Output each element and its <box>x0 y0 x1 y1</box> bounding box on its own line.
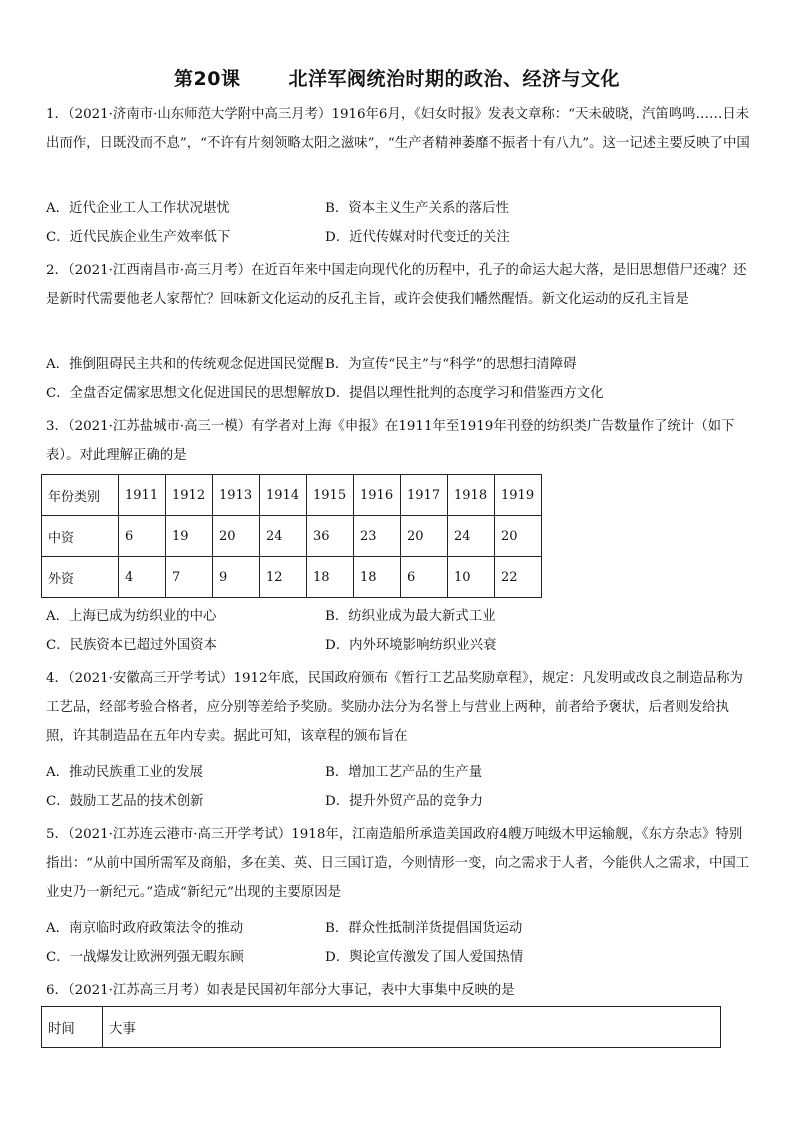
table-cell: 6 <box>119 516 166 557</box>
question-2-stem: 2．（2021·江西南昌市·高三月考）在近百年来中国走向现代化的历程中，孔子的命运大起大落，是旧思想借尸还魂？还是新时代需要他老人家帮忙？回味新文化运动的反孔主旨，或许会使我们幡然醒悟。新文化运动的反孔主旨是 <box>46 263 747 307</box>
option-b[interactable]: B．增加工艺产品的生产量 <box>325 765 483 780</box>
table-cell: 1912 <box>166 475 213 516</box>
page-title <box>0 64 794 91</box>
option-a[interactable]: A．推倒阻碍民主共和的传统观念促进国民觉醒 <box>46 357 324 372</box>
ad-count-table <box>41 474 542 598</box>
question-4-options <box>46 758 752 816</box>
table-cell: 20 <box>401 516 448 557</box>
question-3-stem: 3．（2021·江苏盐城市·高三一模）有学者对上海《申报》在1911年至1919年刊登的纺织类广告数量作了统计（如下表）。对此理解正确的是 <box>46 419 735 463</box>
option-a[interactable]: A．推动民族重工业的发展 <box>46 765 203 780</box>
option-c[interactable]: C．民族资本已超过外国资本 <box>46 638 217 653</box>
question-5-options <box>46 914 752 972</box>
table-cell: 中资 <box>42 516 119 557</box>
option-a[interactable]: A．近代企业工人工作状况堪忧 <box>46 201 230 216</box>
question-4-stem: 4．（2021·安徽高三开学考试）1912年底，民国政府颁布《暂行工艺品奖励章程》，规定：凡发明或改良之制造品称为工艺品，经部考验合格者，应分别等差给予奖励。奖励办法分为名誉上与营业上两种，前者给予褒状，后者则发给执照，许其制造品在五年内专卖。据此可知，该章程的颁布旨在 <box>46 671 743 744</box>
question-6-stem: 6．（2021·江苏高三月考）如表是民国初年部分大事记，表中大事集中反映的是 <box>46 983 515 998</box>
option-d[interactable]: D．舆论宣传激发了国人爱国热情 <box>325 950 524 965</box>
option-a[interactable]: A．南京临时政府政策法令的推动 <box>46 921 244 936</box>
lesson-topic: 北洋军阀统治时期的政治、经济与文化 <box>288 68 620 90</box>
question-2-options <box>46 350 752 408</box>
table-cell: 24 <box>260 516 307 557</box>
option-c[interactable]: C．一战爆发让欧洲列强无暇东顾 <box>46 950 244 965</box>
option-b[interactable]: B．群众性抵制洋货提倡国货运动 <box>325 921 523 936</box>
table-cell: 1915 <box>307 475 354 516</box>
table-cell: 1913 <box>213 475 260 516</box>
option-d[interactable]: D．提升外贸产品的竞争力 <box>325 794 484 809</box>
question-1-options <box>46 194 752 252</box>
table-cell: 6 <box>401 557 448 598</box>
table-cell: 1911 <box>119 475 166 516</box>
option-a[interactable]: A．上海已成为纺织业的中心 <box>46 609 217 624</box>
table-cell: 外资 <box>42 557 119 598</box>
option-c[interactable]: C．近代民族企业生产效率低下 <box>46 230 231 245</box>
table-cell: 年份类别 <box>42 475 119 516</box>
option-d[interactable]: D．近代传媒对时代变迁的关注 <box>325 230 510 245</box>
table-cell: 10 <box>448 557 495 598</box>
option-b[interactable]: B．纺织业成为最大新式工业 <box>325 609 496 624</box>
option-d[interactable]: D．内外环境影响纺织业兴衰 <box>325 638 497 653</box>
events-table <box>41 1006 721 1048</box>
table-row <box>42 557 542 598</box>
table-cell: 1914 <box>260 475 307 516</box>
question-3-options <box>46 602 752 660</box>
lesson-number: 第20课 <box>174 68 241 90</box>
table-cell: 23 <box>354 516 401 557</box>
table-cell: 1917 <box>401 475 448 516</box>
table-cell: 大事 <box>103 1007 721 1048</box>
table-cell: 时间 <box>42 1007 103 1048</box>
option-d[interactable]: D．提倡以理性批判的态度学习和借鉴西方文化 <box>325 386 604 401</box>
table-cell: 20 <box>213 516 260 557</box>
table-header-row <box>42 1007 721 1048</box>
table-cell: 20 <box>495 516 542 557</box>
table-cell: 1919 <box>495 475 542 516</box>
table-row <box>42 516 542 557</box>
table-cell: 12 <box>260 557 307 598</box>
table-cell: 36 <box>307 516 354 557</box>
option-b[interactable]: B．为宣传“民主”与“科学”的思想扫清障碍 <box>325 357 577 372</box>
table-cell: 24 <box>448 516 495 557</box>
option-b[interactable]: B．资本主义生产关系的落后性 <box>325 201 509 216</box>
table-cell: 19 <box>166 516 213 557</box>
option-c[interactable]: C．全盘否定儒家思想文化促进国民的思想解放 <box>46 386 325 401</box>
table-cell: 1918 <box>448 475 495 516</box>
table-cell: 7 <box>166 557 213 598</box>
option-c[interactable]: C．鼓励工艺品的技术创新 <box>46 794 204 809</box>
table-header-row <box>42 475 542 516</box>
table-cell: 18 <box>354 557 401 598</box>
table-cell: 9 <box>213 557 260 598</box>
question-1-stem: 1．（2021·济南市·山东师范大学附中高三月考）1916年6月，《妇女时报》发表文章称：“天未破晓，汽笛鸣鸣……日未出而作，日既没而不息”，“不许有片刻领略太阳之滋味”，“生产者精神萎靡不振者十有八九”。这一记述主要反映了中国 <box>46 107 750 151</box>
table-cell: 22 <box>495 557 542 598</box>
question-5-stem: 5．（2021·江苏连云港市·高三开学考试）1918年，江南造船所承造美国政府4艘万吨级木甲运输舰，《东方杂志》特别指出：“从前中国所需军及商船，多在美、英、日三国订造，今则情形一变，向之需求于人者，今能供人之需求，中国工业史乃一新纪元。”造成“新纪元”出现的主要原因是 <box>46 827 750 900</box>
table-cell: 18 <box>307 557 354 598</box>
table-cell: 1916 <box>354 475 401 516</box>
table-cell: 4 <box>119 557 166 598</box>
